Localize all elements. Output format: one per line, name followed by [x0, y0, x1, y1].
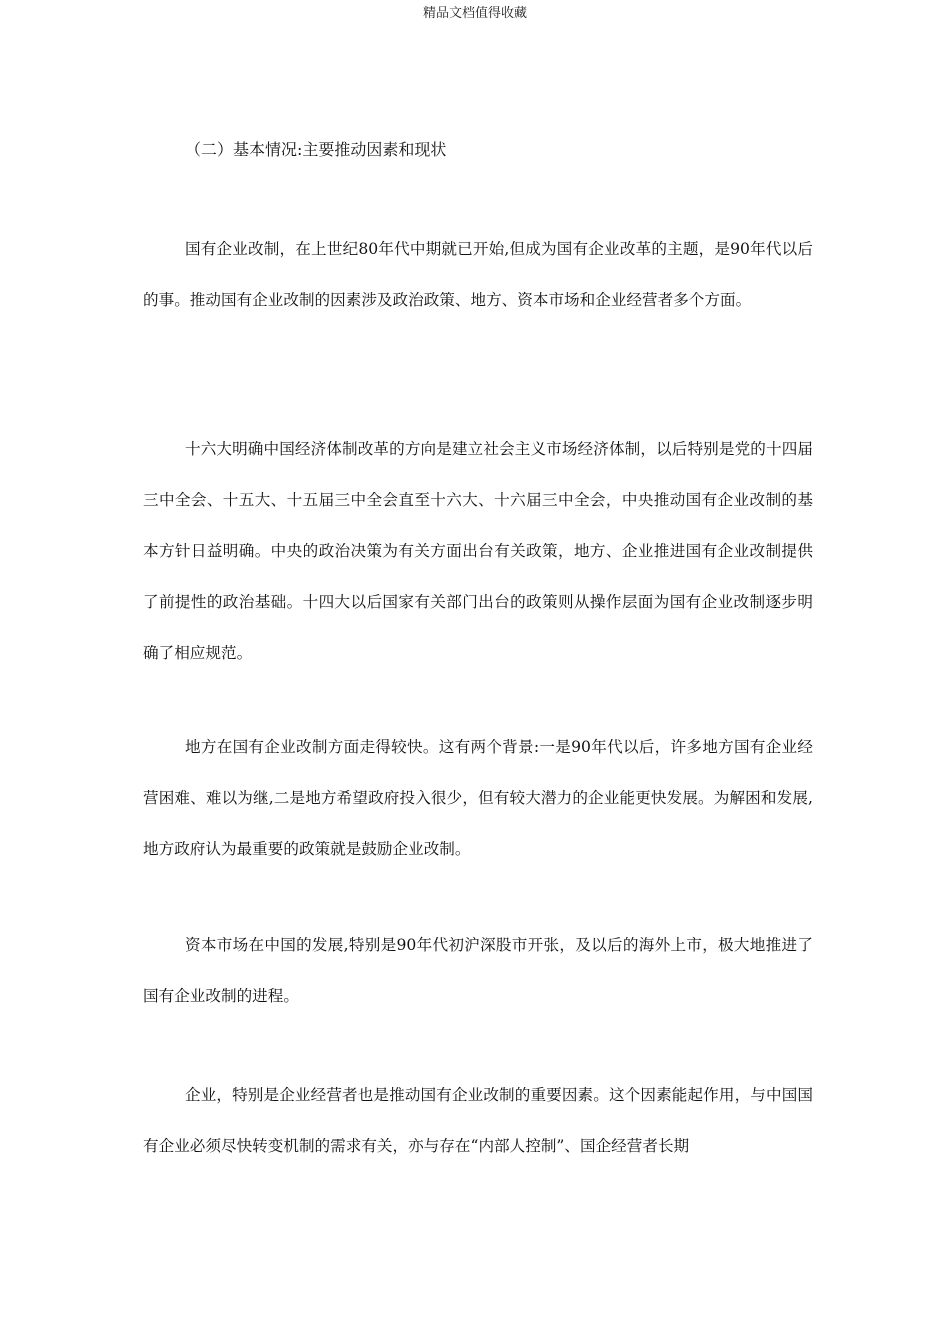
page-header: 精品文档值得收藏: [422, 6, 527, 21]
paragraph-4: 资本市场在中国的发展,特别是90年代初沪深股市开张，及以后的海外上市，极大地推进了国有企业改制的进程。: [143, 936, 813, 1005]
section-heading: （二）基本情况:主要推动因素和现状: [185, 140, 447, 159]
paragraph-1: 国有企业改制，在上世纪80年代中期就已开始,但成为国有企业改革的主题，是90年代以后的事。推动国有企业改制的因素涉及政治政策、地方、资本市场和企业经营者多个方面。: [143, 240, 813, 309]
paragraph-2: 十六大明确中国经济体制改革的方向是建立社会主义市场经济体制，以后特别是党的十四届三中全会、十五大、十五届三中全会直至十六大、十六届三中全会，中央推动国有企业改制的基本方针日益明确。中央的政治决策为有关方面出台有关政策，地方、企业推进国有企业改制提供了前提性的政治基础。十四大以后国家有关部门出台的政策则从操作层面为国有企业改制逐步明确了相应规范。: [143, 440, 813, 662]
paragraph-3: 地方在国有企业改制方面走得较快。这有两个背景:一是90年代以后，许多地方国有企业经营困难、难以为继,二是地方希望政府投入很少，但有较大潜力的企业能更快发展。为解困和发展,地方政府认为最重要的政策就是鼓励企业改制。: [143, 738, 813, 858]
paragraph-5: 企业，特别是企业经营者也是推动国有企业改制的重要因素。这个因素能起作用，与中国国有企业必须尽快转变机制的需求有关，亦与存在“内部人控制”、国企经营者长期: [143, 1086, 813, 1155]
